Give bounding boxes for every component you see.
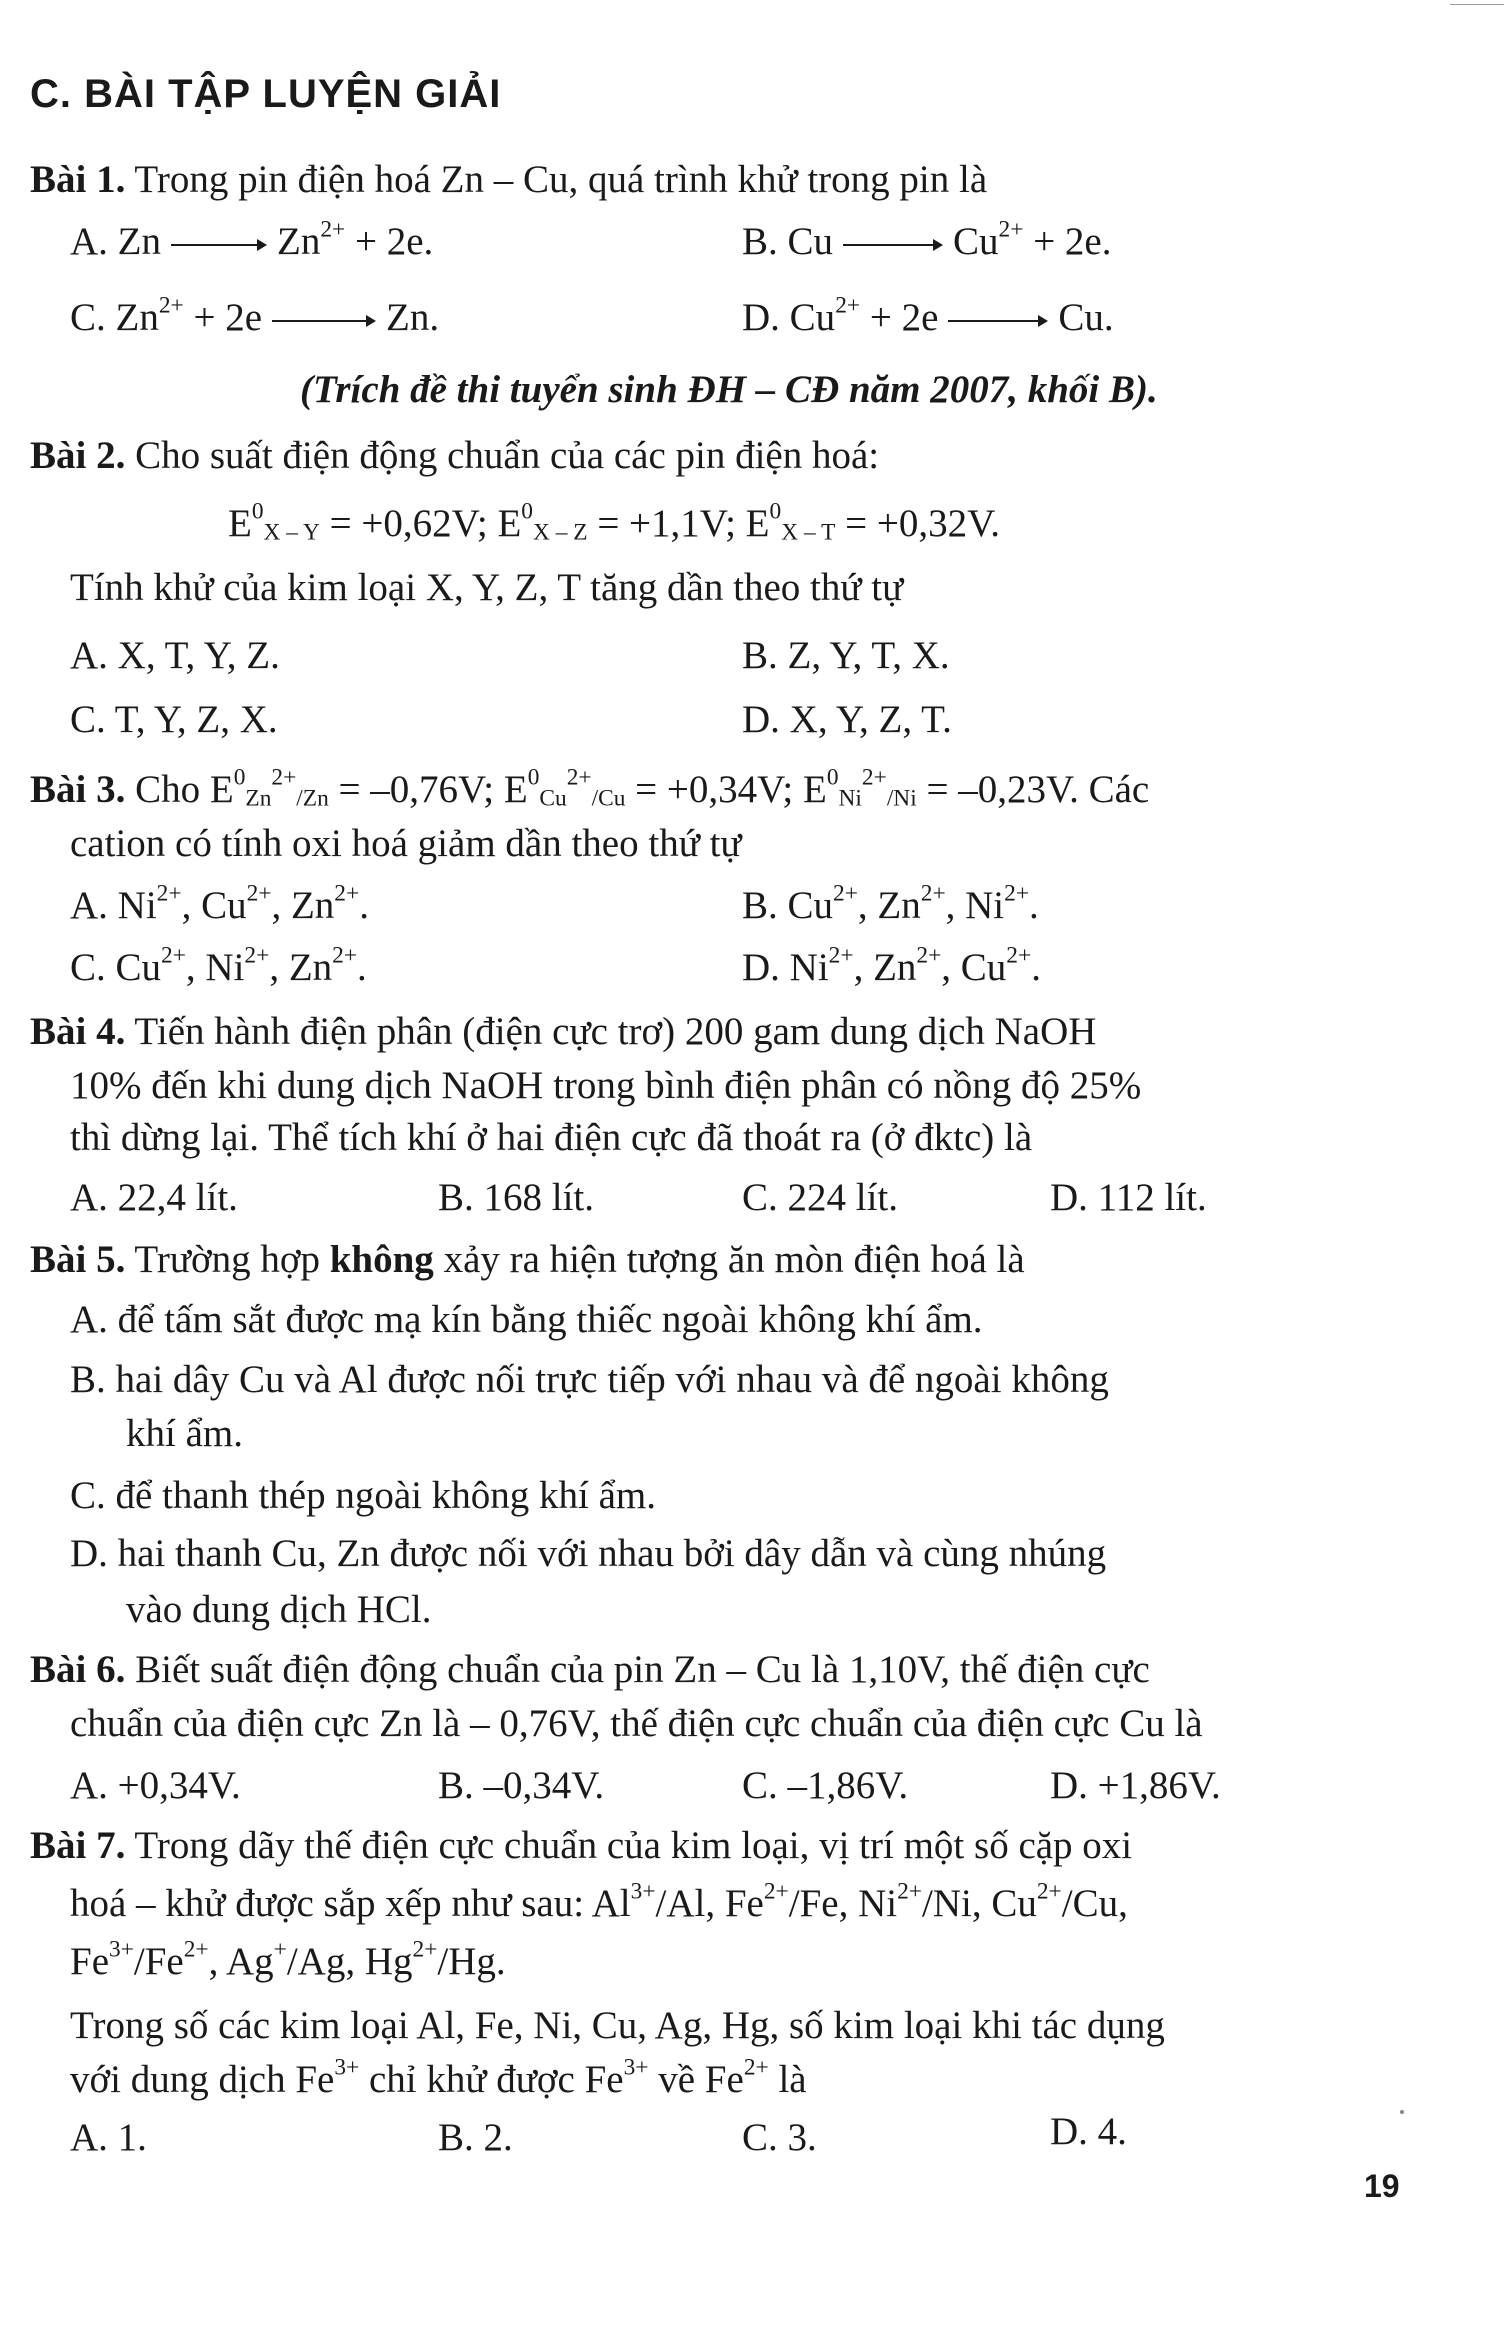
problem-4-option-d: D. 112 lít. — [1050, 1176, 1207, 1219]
problem-5-option-b: B. hai dây Cu và Al được nối trực tiếp với nhau và để ngoài không — [70, 1358, 1109, 1401]
problem-7-option-b: B. 2. — [438, 2116, 513, 2159]
problem-2-label: Bài 2. — [30, 434, 126, 477]
problem-2-option-d: D. X, Y, Z, T. — [742, 698, 952, 741]
problem-4-option-c: C. 224 lít. — [742, 1176, 899, 1219]
problem-4-line-3: thì dừng lại. Thể tích khí ở hai điện cực đã thoát ra (ở đktc) là — [70, 1116, 1033, 1159]
problem-7-label: Bài 7. — [30, 1824, 126, 1867]
problem-5-option-d-cont: vào dung dịch HCl. — [126, 1588, 432, 1631]
problem-6-line-2: chuẩn của điện cực Zn là – 0,76V, thế điện cực chuẩn của điện cực Cu là — [70, 1702, 1203, 1745]
problem-3-option-d: D. $Ni^{2+}$, $Zn^{2+}$, $Cu^{2+}$. — [742, 942, 1041, 989]
problem-1-option-c: C. $Zn^{2+} + 2e$ Zn. — [70, 292, 440, 339]
problem-1-option-b: B. Cu $Cu^{2+} + 2e$. — [742, 216, 1112, 263]
problem-2-option-c: C. T, Y, Z, X. — [70, 698, 278, 741]
speck-mark — [1400, 2110, 1404, 2114]
page-number: 19 — [1364, 2168, 1400, 2204]
problem-7-line-3: $Fe^{3+}/Fe^{2+}$, Ag+/Ag, $Hg^{2+}/Hg$. — [70, 1936, 506, 1983]
problem-4-option-a: A. 22,4 lít. — [70, 1176, 238, 1219]
problem-3-stem: Bài 3. Cho $E^0_{Zn}^{2+}_{/Zn} = -0,76V$; $E^0_{Cu}^{2+}_{/Cu} = +0,34V$; $E^0_{Ni}^{2+}_{/Ni} = -0,23V$. Các — [30, 764, 1150, 812]
problem-7-option-c: C. 3. — [742, 2116, 817, 2159]
problem-6-option-c: C. –1,86V. — [742, 1764, 909, 1807]
problem-3-option-c: C. $Cu^{2+}$, $Ni^{2+}$, $Zn^{2+}$. — [70, 942, 367, 989]
problem-1-label: Bài 1. — [30, 158, 126, 201]
problem-7-option-a: A. 1. — [70, 2116, 147, 2159]
arrow-icon — [843, 235, 943, 255]
section-title: C. BÀI TẬP LUYỆN GIẢI — [30, 72, 502, 116]
problem-4-stem: Bài 4. Tiến hành điện phân (điện cực trơ) 200 gam dung dịch NaOH — [30, 1010, 1097, 1053]
problem-2-option-b: B. Z, Y, T, X. — [742, 634, 950, 677]
problem-7-option-d: D. 4. — [1050, 2110, 1127, 2153]
problem-1-source: (Trích đề thi tuyển sinh ĐH – CĐ năm 2007, khối B). — [300, 368, 1158, 411]
problem-1-option-a: A. Zn $Zn^{2+} + 2e$. — [70, 216, 434, 263]
problem-7-stem: Bài 7. Trong dãy thế điện cực chuẩn của kim loại, vị trí một số cặp oxi — [30, 1824, 1133, 1867]
problem-6-label: Bài 6. — [30, 1648, 126, 1691]
arrow-icon — [171, 235, 267, 255]
problem-1-option-d: D. $Cu^{2+} + 2e$ Cu. — [742, 292, 1114, 339]
problem-5-option-a: A. để tấm sắt được mạ kín bằng thiếc ngoài không khí ẩm. — [70, 1298, 983, 1341]
problem-6-option-a: A. +0,34V. — [70, 1764, 241, 1807]
arrow-icon — [272, 311, 376, 331]
problem-1-stem: Bài 1. Trong pin điện hoá Zn – Cu, quá trình khử trong pin là — [30, 158, 988, 201]
top-edge-line — [1450, 4, 1504, 5]
arrow-icon — [948, 311, 1048, 331]
problem-5-option-c: C. để thanh thép ngoài không khí ẩm. — [70, 1474, 656, 1517]
problem-7-line-2: hoá – khử được sắp xếp như sau: $Al^{3+}/Al$, $Fe^{2+}/Fe$, $Ni^{2+}/Ni$, $Cu^{2+}/Cu$, — [70, 1878, 1128, 1925]
problem-3-option-b: B. $Cu^{2+}$, $Zn^{2+}$, $Ni^{2+}$. — [742, 880, 1039, 927]
problem-2-emf-values: $E^0_{X - Y} = +0,62V$; $E^0_{X - Z} = +1,1V$; $E^0_{X - T} = +0,32V$. — [228, 498, 1000, 546]
problem-6-option-d: D. +1,86V. — [1050, 1764, 1221, 1807]
problem-6-stem: Bài 6. Biết suất điện động chuẩn của pin Zn – Cu là 1,10V, thế điện cực — [30, 1648, 1150, 1691]
problem-3-question: cation có tính oxi hoá giảm dần theo thứ tự — [70, 822, 742, 865]
problem-4-label: Bài 4. — [30, 1010, 126, 1053]
problem-4-line-2: 10% đến khi dung dịch NaOH trong bình điện phân có nồng độ 25% — [70, 1064, 1142, 1107]
problem-4-option-b: B. 168 lít. — [438, 1176, 595, 1219]
problem-2-option-a: A. X, T, Y, Z. — [70, 634, 280, 677]
problem-3-label: Bài 3. — [30, 768, 126, 811]
problem-6-option-b: B. –0,34V. — [438, 1764, 605, 1807]
problem-2-question: Tính khử của kim loại X, Y, Z, T tăng dần theo thứ tự — [70, 566, 904, 609]
problem-5-stem: Bài 5. Trường hợp không xảy ra hiện tượng ăn mòn điện hoá là — [30, 1238, 1025, 1281]
problem-3-option-a: A. $Ni^{2+}$, $Cu^{2+}$, $Zn^{2+}$. — [70, 880, 369, 927]
problem-7-line-5: với dung dịch $Fe^{3+}$ chỉ khử được $Fe^{3+}$ về $Fe^{2+}$ là — [70, 2054, 807, 2101]
problem-5-label: Bài 5. — [30, 1238, 126, 1281]
problem-2-stem: Bài 2. Cho suất điện động chuẩn của các pin điện hoá: — [30, 434, 880, 477]
problem-7-line-4: Trong số các kim loại Al, Fe, Ni, Cu, Ag, Hg, số kim loại khi tác dụng — [70, 2004, 1165, 2047]
problem-5-option-b-cont: khí ẩm. — [126, 1412, 243, 1455]
problem-5-option-d: D. hai thanh Cu, Zn được nối với nhau bởi dây dẫn và cùng nhúng — [70, 1532, 1107, 1575]
